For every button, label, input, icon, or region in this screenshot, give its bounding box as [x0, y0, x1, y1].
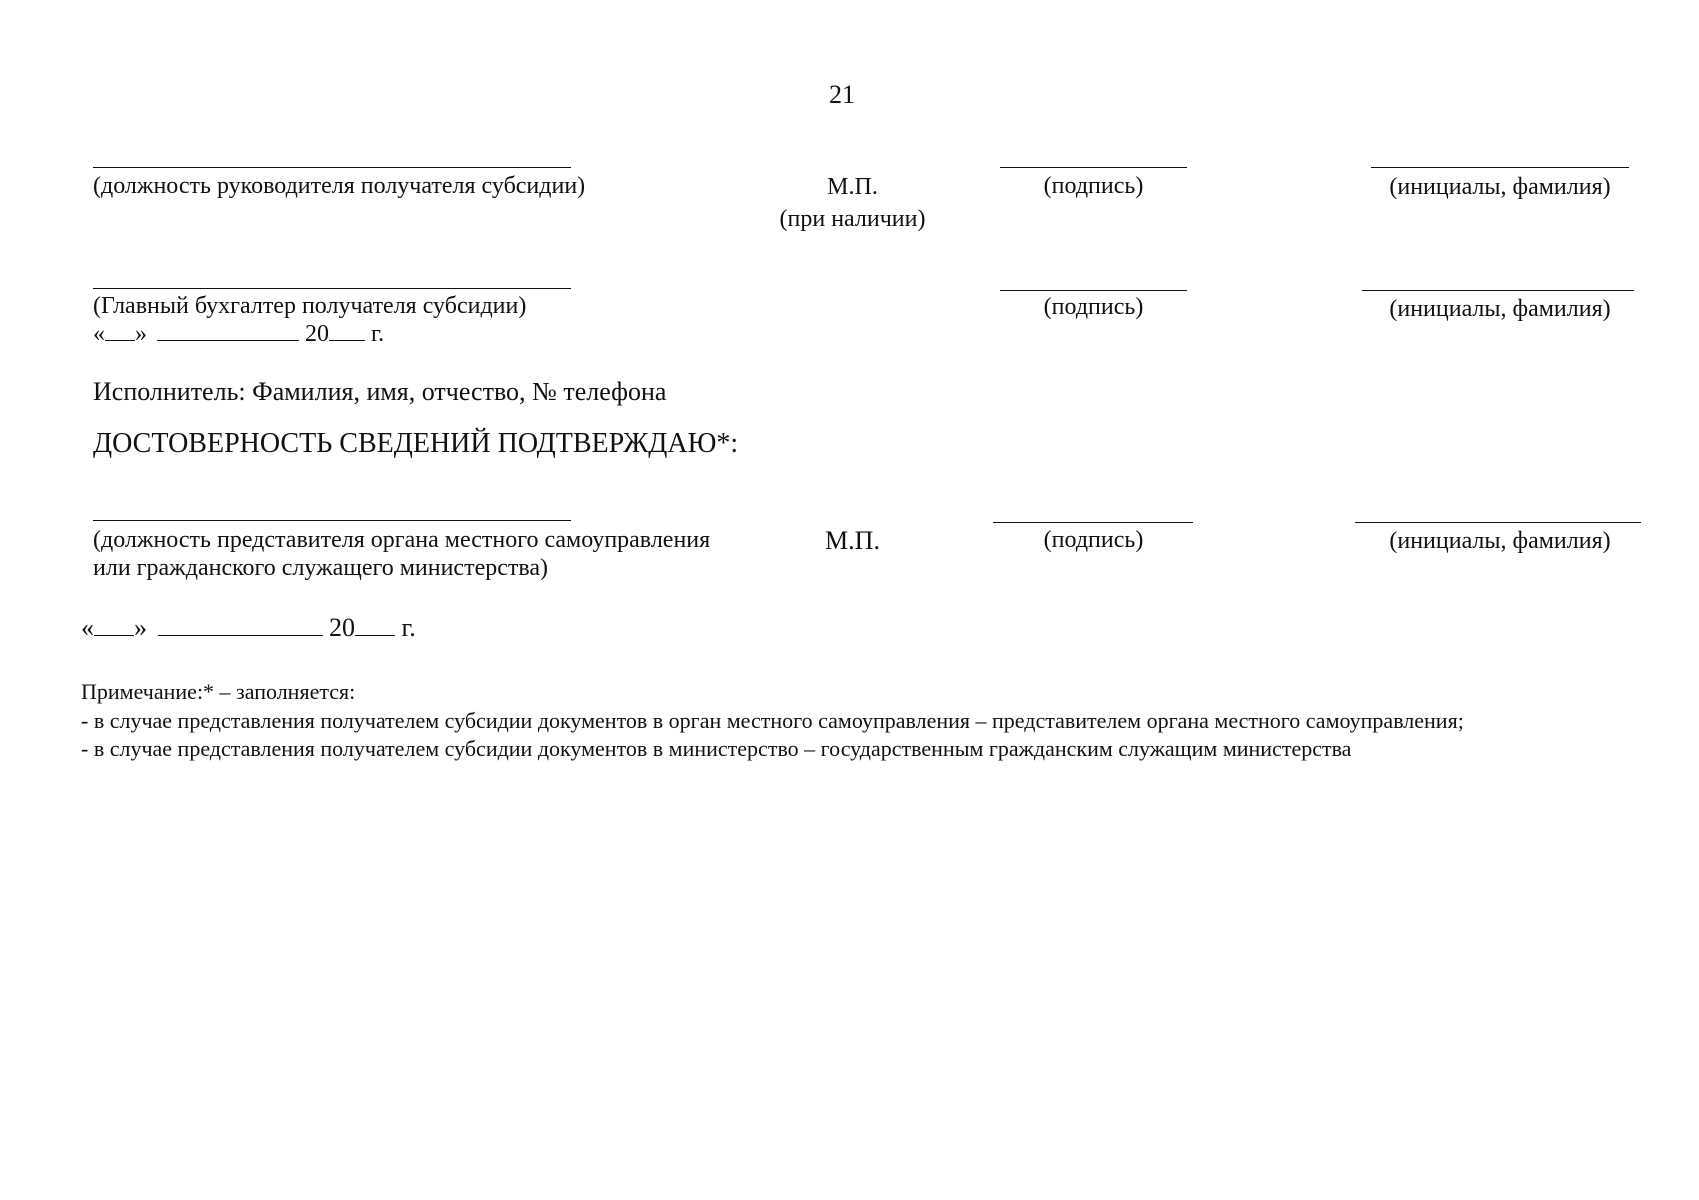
- year-blank[interactable]: [329, 320, 365, 341]
- date-open-quote: «: [93, 321, 105, 347]
- signature-fill-line[interactable]: [1000, 167, 1187, 168]
- month-blank[interactable]: [157, 320, 299, 341]
- year-prefix: 20: [305, 321, 329, 347]
- position-fill-line[interactable]: [93, 520, 571, 521]
- month-blank[interactable]: [158, 613, 323, 636]
- confirmation-date-line: [81, 613, 416, 643]
- executor-line: Исполнитель: Фамилия, имя, отчество, № телефона: [93, 377, 667, 406]
- stamp-label: М.П.: [827, 174, 878, 200]
- year-prefix: 20: [329, 613, 355, 642]
- note-title: Примечание:* – заполняется:: [81, 679, 356, 704]
- stamp-label: М.П.: [825, 526, 880, 555]
- representative-position-line1: (должность представителя органа местного самоуправления: [93, 527, 711, 553]
- position-fill-line[interactable]: [93, 288, 571, 289]
- name-label: (инициалы, фамилия): [1389, 528, 1611, 554]
- signature-label: (подпись): [1043, 173, 1144, 199]
- stamp-note: (при наличии): [779, 206, 926, 232]
- note-item: - в случае представления получателем субсидии документов в министерство – государственным гражданским служащим министерства: [81, 736, 1352, 761]
- signature-fill-line[interactable]: [993, 522, 1193, 523]
- year-suffix: г.: [401, 613, 416, 642]
- note-item: - в случае представления получателем субсидии документов в орган местного самоуправления – представителем органа местного самоуправления;: [81, 708, 1464, 733]
- accountant-date-line: [93, 320, 384, 348]
- date-open-quote: «: [81, 613, 94, 642]
- year-suffix: г.: [371, 321, 385, 347]
- head-position-label: (должность руководителя получателя субсидии): [93, 173, 586, 199]
- date-close-quote: »: [135, 321, 147, 347]
- signature-fill-line[interactable]: [1000, 290, 1187, 291]
- name-fill-line[interactable]: [1362, 290, 1634, 291]
- signature-label: (подпись): [1043, 527, 1144, 553]
- date-close-quote: »: [134, 613, 147, 642]
- name-fill-line[interactable]: [1371, 167, 1629, 168]
- name-fill-line[interactable]: [1355, 522, 1641, 523]
- page-number: 21: [829, 80, 855, 109]
- signature-label: (подпись): [1043, 294, 1144, 320]
- day-blank[interactable]: [94, 613, 134, 636]
- name-label: (инициалы, фамилия): [1389, 174, 1611, 200]
- confirmation-heading: ДОСТОВЕРНОСТЬ СВЕДЕНИЙ ПОДТВЕРЖДАЮ*:: [93, 428, 739, 459]
- accountant-position-label: (Главный бухгалтер получателя субсидии): [93, 293, 527, 319]
- day-blank[interactable]: [105, 320, 135, 341]
- name-label: (инициалы, фамилия): [1389, 296, 1611, 322]
- year-blank[interactable]: [355, 613, 395, 636]
- representative-position-line2: или гражданского служащего министерства): [93, 555, 549, 581]
- position-fill-line[interactable]: [93, 167, 571, 168]
